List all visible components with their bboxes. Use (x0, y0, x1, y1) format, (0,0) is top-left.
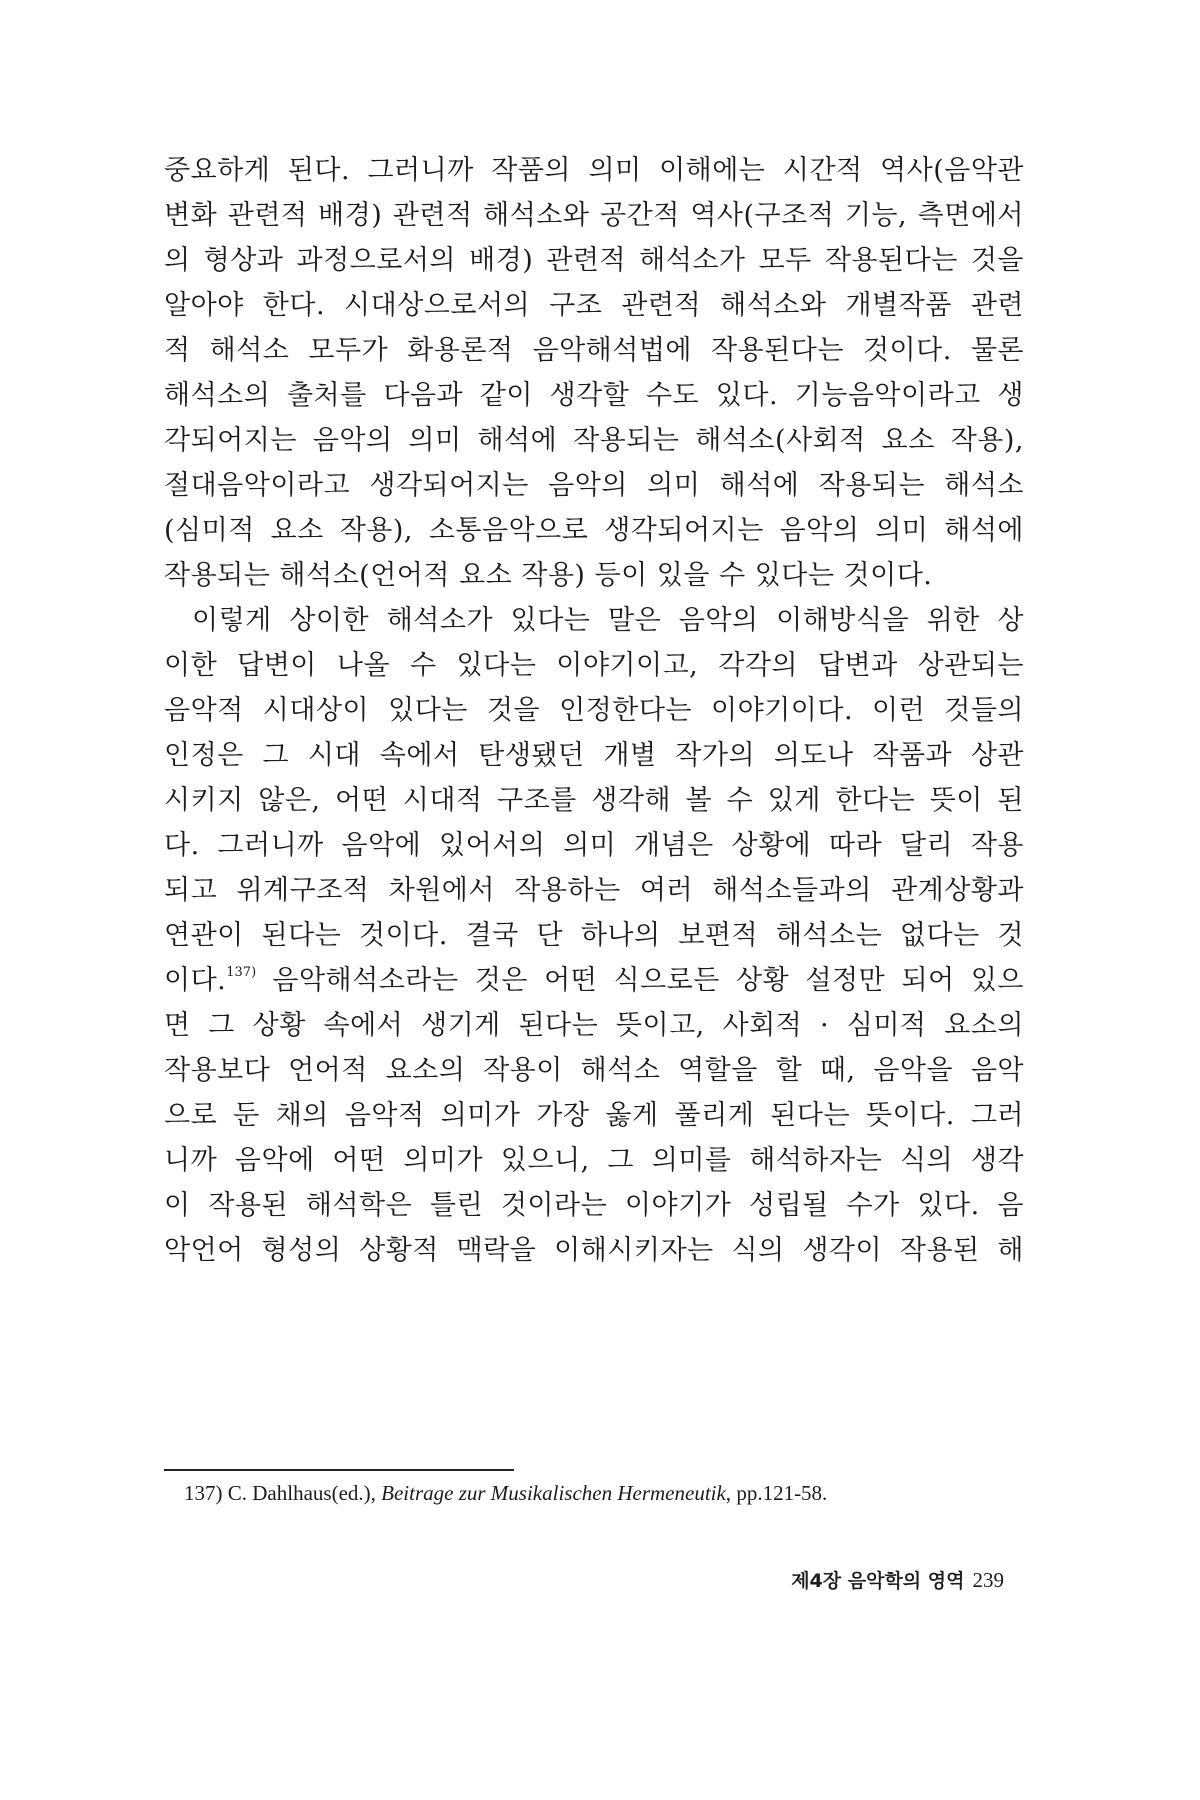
footnote-title: Beitrage zur Musikalischen Hermeneutik, (381, 1481, 732, 1505)
footnote-pages: pp.121-58. (736, 1481, 828, 1505)
text-line: 연관이 된다는 것이다. 결국 단 하나의 보편적 해석소는 없다는 것 (164, 920, 1024, 951)
running-footer (791, 1565, 1004, 1596)
text-line-with-footnote-ref (164, 958, 1024, 1003)
text-line: 으로 둔 채의 음악적 의미가 가장 옳게 풀리게 된다는 뜻이다. 그러 (164, 1100, 1024, 1131)
text-line: 되고 위계구조적 차원에서 작용하는 여러 해석소들과의 관계상황과 (164, 875, 1024, 906)
text-line: 알아야 한다. 시대상으로서의 구조 관련적 해석소와 개별작품 관련 (164, 290, 1024, 321)
footnote-reference: 137) (226, 965, 257, 980)
text-line: 이한 답변이 나올 수 있다는 이야기이고, 각각의 답변과 상관되는 (164, 650, 1024, 681)
paragraph-first-line: 이렇게 상이한 해석소가 있다는 말은 음악의 이해방식을 위한 상 (192, 605, 1024, 636)
text-line: 적 해석소 모두가 화용론적 음악해석법에 작용된다는 것이다. 물론 (164, 335, 1024, 366)
text-line: 해석소의 출처를 다음과 같이 생각할 수도 있다. 기능음악이라고 생 (164, 380, 1024, 411)
line-lead-text: 이다. (164, 965, 227, 996)
text-line: 각되어지는 음악의 의미 해석에 작용되는 해석소(사회적 요소 작용), (164, 425, 1024, 456)
text-line: 중요하게 된다. 그러니까 작품의 의미 이해에는 시간적 역사(음악관 (164, 155, 1024, 186)
text-line: 의 형상과 과정으로서의 배경) 관련적 해석소가 모두 작용된다는 것을 (164, 245, 1024, 276)
footnote-author: C. Dahlhaus(ed.), (227, 1481, 376, 1505)
text-line: 작용되는 해석소(언어적 요소 작용) 등이 있을 수 있다는 것이다. (164, 560, 933, 591)
footnote-number: 137) (184, 1481, 223, 1505)
page-number: 239 (972, 1568, 1004, 1592)
text-line: 면 그 상황 속에서 생기게 된다는 뜻이고, 사회적 · 심미적 요소의 (164, 1010, 1024, 1041)
chapter-title: 제4장 음악학의 영역 (791, 1570, 965, 1592)
body-text (164, 148, 1024, 1273)
line-rest-text: 음악해석소라는 것은 어떤 식으로든 상황 설정만 되어 있으 (272, 965, 1025, 996)
footnote-divider (164, 1469, 514, 1471)
text-line: 악언어 형성의 상황적 맥락을 이해시키자는 식의 생각이 작용된 해 (164, 1235, 1024, 1266)
text-line: 작용보다 언어적 요소의 작용이 해석소 역할을 할 때, 음악을 음악 (164, 1055, 1024, 1086)
text-line: 다. 그러니까 음악에 있어서의 의미 개념은 상황에 따라 달리 작용 (164, 830, 1024, 861)
text-line: 니까 음악에 어떤 의미가 있으니, 그 의미를 해석하자는 식의 생각 (164, 1145, 1024, 1176)
text-line: 이 작용된 해석학은 틀린 것이라는 이야기가 성립될 수가 있다. 음 (164, 1190, 1024, 1221)
text-line: 변화 관련적 배경) 관련적 해석소와 공간적 역사(구조적 기능, 측면에서 (164, 200, 1024, 231)
footnote (184, 1478, 827, 1508)
text-line: 시키지 않은, 어떤 시대적 구조를 생각해 볼 수 있게 한다는 뜻이 된 (164, 785, 1024, 816)
text-line: (심미적 요소 작용), 소통음악으로 생각되어지는 음악의 의미 해석에 (164, 515, 1024, 546)
text-line: 인정은 그 시대 속에서 탄생됐던 개별 작가의 의도나 작품과 상관 (164, 740, 1024, 771)
text-line: 음악적 시대상이 있다는 것을 인정한다는 이야기이다. 이런 것들의 (164, 695, 1024, 726)
text-line: 절대음악이라고 생각되어지는 음악의 의미 해석에 작용되는 해석소 (164, 470, 1024, 501)
